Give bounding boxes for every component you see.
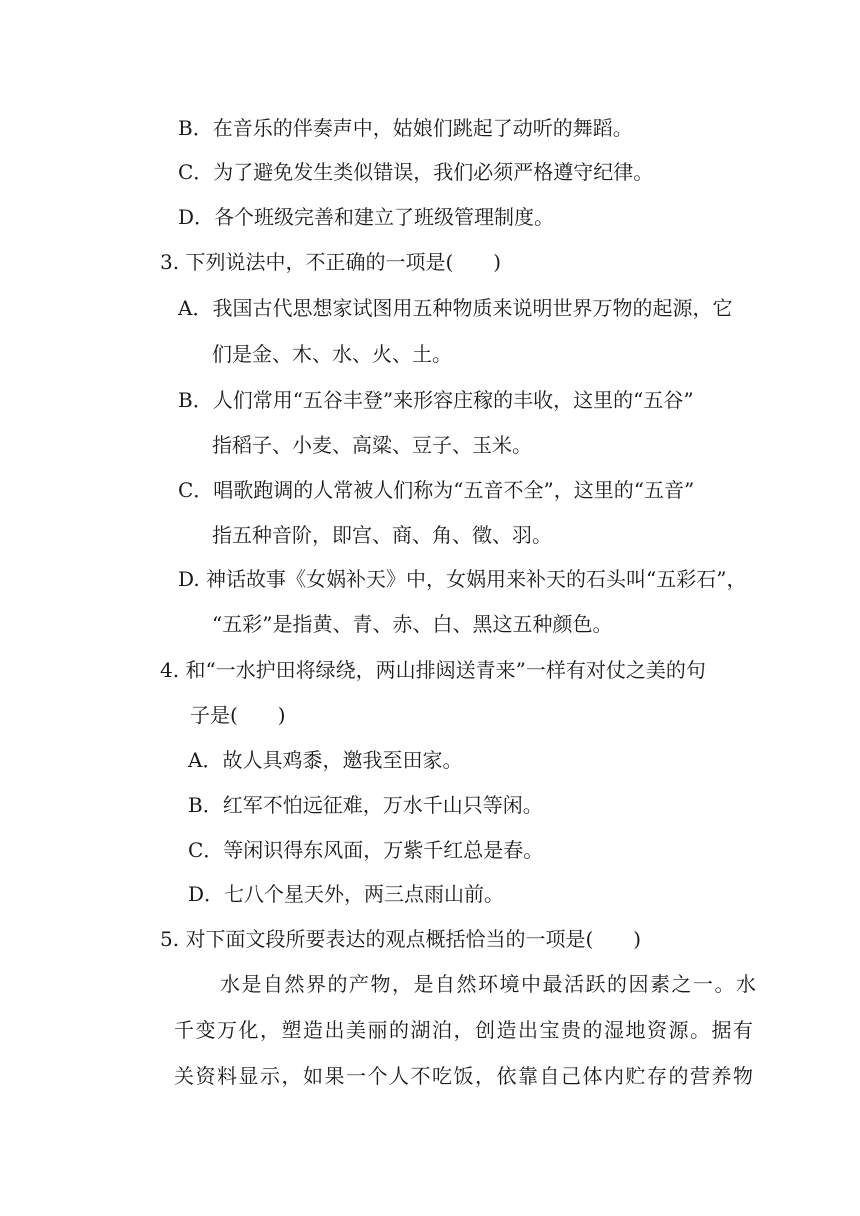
q3-option-c-line1: C．唱歌跑调的人常被人们称为“五音不全”，这里的“五音” xyxy=(178,478,695,502)
q3-option-c-line2: 指五种音阶，即宫、商、角、徵、羽。 xyxy=(212,523,552,547)
q3-option-a-line2: 们是金、木、水、火、土。 xyxy=(212,342,452,366)
q4-option-c: C．等闲识得东风面，万紫千红总是春。 xyxy=(188,838,544,862)
q4-option-a: A．故人具鸡黍，邀我至田家。 xyxy=(188,748,463,772)
q4-option-b: B．红军不怕远征难，万水千山只等闲。 xyxy=(188,793,543,817)
q2-option-c: C．为了避免发生类似错误，我们必须严格遵守纪律。 xyxy=(178,160,654,184)
q4-option-d: D．七八个星天外，两三点雨山前。 xyxy=(188,882,505,906)
q2-option-d: D．各个班级完善和建立了班级管理制度。 xyxy=(178,205,555,229)
q5-passage-line2: 千变万化，塑造出美丽的湖泊，创造出宝贵的湿地资源。据有 xyxy=(174,1018,755,1042)
q5-stem: 5. 对下面文段所要表达的观点概括恰当的一项是( ) xyxy=(160,927,642,951)
q3-option-b-line1: B．人们常用“五谷丰登”来形容庄稼的丰收，这里的“五谷” xyxy=(178,388,694,412)
q3-option-b-line2: 指稻子、小麦、高粱、豆子、玉米。 xyxy=(212,433,532,457)
q3-option-a-line1: A．我国古代思想家试图用五种物质来说明世界万物的起源，它 xyxy=(178,296,733,320)
q5-passage-line3: 关资料显示，如果一个人不吃饭，依靠自己体内贮存的营养物 xyxy=(174,1064,755,1088)
q4-stem-line1: 4. 和“一水护田将绿绕，两山排闼送青来”一样有对仗之美的句 xyxy=(160,658,706,682)
q3-option-d-line1: D. 神话故事《女娲补天》中，女娲用来补天的石头叫“五彩石”， xyxy=(178,567,747,591)
q3-option-d-line2: “五彩”是指黄、青、赤、白、黑这五种颜色。 xyxy=(212,612,613,636)
q2-option-b: B．在音乐的伴奏声中，姑娘们跳起了动听的舞蹈。 xyxy=(178,116,633,140)
q5-passage-line1: 水是自然界的产物，是自然环境中最活跃的因素之一。水 xyxy=(220,972,758,996)
q4-stem-line2: 子是( ) xyxy=(190,703,286,727)
q3-stem: 3. 下列说法中，不正确的一项是( ) xyxy=(160,250,502,274)
